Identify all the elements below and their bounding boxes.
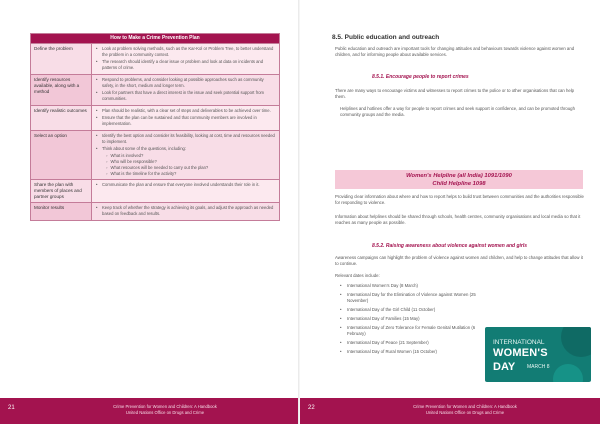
footer-line-2: United Nations Office on Drugs and Crime — [125, 410, 205, 415]
intro-paragraph: Public education and outreach are important tools for changing attitudes and behaviours towards violence against women and children, and for informing people about available services. — [335, 46, 575, 57]
step-label: Monitor results — [31, 203, 91, 220]
bullet-icon: • — [340, 292, 342, 297]
bullet-text: Communicate the plan and ensure that everyone involved understands their role in it. — [102, 182, 260, 187]
list-item — [340, 283, 490, 289]
step-label: Select an option — [31, 131, 91, 179]
bullet-item — [96, 205, 275, 217]
bullet-icon: • — [96, 46, 98, 51]
step-details — [91, 203, 279, 220]
paragraph-5: Awareness campaigns can highlight the problem of violence against women and children, and help to change attitudes that allow it to continue. — [335, 255, 583, 266]
sub-bullet-text: Who will be responsible? — [110, 159, 157, 164]
sub-bullet-text: What is involved? — [110, 153, 144, 158]
list-item — [340, 316, 490, 322]
women-helpline: Women's Helpline (all India) 1091/1090 — [406, 173, 512, 179]
right-footer — [300, 398, 600, 424]
crime-prevention-plan-table — [30, 33, 280, 221]
bullet-icon: • — [340, 307, 342, 312]
paragraph-4: Information about helplines should be shared through schools, health centres, community organisations and local media so that it reaches as many people as possible. — [335, 214, 581, 225]
circle-bullet-icon: ◦ — [106, 171, 108, 176]
bullet-icon: • — [96, 108, 98, 113]
bullet-icon: • — [96, 115, 98, 120]
table-row — [31, 130, 279, 179]
step-label: Define the problem — [31, 44, 91, 74]
dates-list — [340, 283, 490, 358]
bullet-item — [96, 46, 275, 58]
list-item — [340, 292, 490, 304]
list-item-text: International Day of the Girl Child (11 October) — [347, 307, 436, 312]
step-label: Share the plan with members of places and partner groups — [31, 180, 91, 202]
footer-line-1: Crime Prevention for Women and Children: A Handbook — [413, 404, 517, 409]
bullet-item — [96, 77, 275, 89]
bullet-icon: • — [340, 316, 342, 321]
bullet-item — [96, 146, 275, 152]
bullet-icon: • — [96, 59, 98, 64]
circle-bullet-icon: ◦ — [106, 159, 108, 164]
bullet-icon: • — [96, 205, 98, 210]
badge-line-3: DAY — [493, 361, 516, 373]
circle-bullet-icon: ◦ — [106, 165, 108, 170]
child-helpline: Child Helpline 1098 — [432, 181, 486, 187]
footer-line-2: United Nations Office on Drugs and Crime — [425, 410, 505, 415]
badge-line-1: INTERNATIONAL — [493, 339, 545, 346]
decor-circle — [553, 364, 583, 382]
paragraph-2: Helplines and hotlines offer a way for people to report crimes and seek support in confidence, and can be promoted through community groups and the media. — [340, 106, 575, 117]
list-item — [340, 349, 490, 355]
subheading-awareness: 8.5.2. Raising awareness about violence against women and girls — [372, 243, 528, 249]
womens-day-image — [485, 327, 591, 382]
section-heading: 8.5. Public education and outreach — [332, 34, 440, 41]
bullet-text: Identify the best option and consider its feasibility, looking at cost, time and resources needed to implement. — [102, 133, 275, 144]
sub-bullet-item — [96, 171, 275, 177]
bullet-item — [96, 115, 275, 127]
list-item-text: International Day for the Elimination of Violence against Women (25 November) — [347, 292, 476, 303]
list-item-text: International Day of Rural Women (15 October) — [347, 349, 437, 354]
list-intro: Relevant dates include: — [335, 273, 380, 278]
bullet-icon: • — [96, 77, 98, 82]
footer-text — [60, 404, 270, 416]
table-row — [31, 43, 279, 74]
step-details — [91, 106, 279, 130]
bullet-icon: • — [96, 90, 98, 95]
circle-bullet-icon: ◦ — [106, 153, 108, 158]
bullet-icon: • — [96, 146, 98, 151]
table-title: How to Make a Crime Prevention Plan — [31, 34, 279, 43]
subheading-report: 8.5.1. Encourage people to report crimes — [372, 74, 469, 80]
list-item-text: International Day of Peace (21 September) — [347, 340, 429, 345]
bullet-text: Plan should be realistic, with a clear set of steps and deliverables to be achieved over time. — [102, 108, 271, 113]
step-details — [91, 75, 279, 105]
step-details — [91, 131, 279, 179]
bullet-text: The research should identify a clear issue or problem and look at data on incidents and patterns of crime. — [102, 59, 264, 70]
sub-bullet-text: What resources will be needed to carry out the plan? — [110, 165, 209, 170]
page-number: 21 — [8, 405, 15, 411]
step-details — [91, 44, 279, 74]
step-label: Identify realistic outcomes — [31, 106, 91, 130]
bullet-icon: • — [340, 349, 342, 354]
page-number: 22 — [308, 405, 315, 411]
bullet-text: Ensure that the plan can be sustained and that community members are involved in implementation. — [102, 115, 257, 126]
badge-line-4: MARCH 8 — [527, 364, 550, 370]
badge-line-2: WOMEN'S — [493, 347, 548, 359]
decor-circle — [561, 327, 591, 357]
bullet-item — [96, 108, 275, 114]
bullet-item — [96, 90, 275, 102]
bullet-item — [96, 182, 275, 188]
step-label: Identify resources available, along with a method — [31, 75, 91, 105]
list-item — [340, 325, 490, 337]
bullet-icon: • — [96, 182, 98, 187]
bullet-item — [96, 59, 275, 71]
bullet-icon: • — [340, 283, 342, 288]
bullet-text: Keep track of whether the strategy is achieving its goals, and adjust the approach as needed based on feedback and results. — [102, 205, 274, 216]
list-item-text: International Day of Zero Tolerance for Female Genital Mutilation (6 February) — [347, 325, 476, 336]
left-footer — [0, 398, 300, 424]
paragraph-3: Providing clear information about where and how to report helps to build trust between communities and the authorities responsible for responding to violence. — [335, 194, 584, 205]
bullet-text: Look at problem solving methods, such as the Kar-Kol or Problem Tree, to better understand the problem in a community context. — [102, 46, 274, 57]
step-details — [91, 180, 279, 202]
table-row — [31, 105, 279, 130]
table-row — [31, 179, 279, 202]
bullet-item — [96, 133, 275, 145]
bullet-text: Look for partners that have a direct interest in the issue and seek potential support from communities. — [102, 90, 265, 101]
footer-text — [360, 404, 570, 416]
bullet-icon: • — [340, 340, 342, 345]
list-item — [340, 307, 490, 313]
list-item-text: International Day of Families (15 May) — [347, 316, 420, 321]
paragraph-1: There are many ways to encourage victims and witnesses to report crimes to the police or to other organisations that can help them. — [335, 88, 575, 99]
list-item-text: International Women's Day (8 March) — [347, 283, 418, 288]
helpline-box — [335, 170, 583, 189]
list-item — [340, 340, 490, 346]
bullet-text: Respond to problems, and consider looking at possible approaches such as community safety, in the short, medium and longer term. — [102, 77, 264, 88]
sub-bullet-text: What is the timeline for the activity? — [110, 171, 177, 176]
bullet-icon: • — [340, 325, 342, 330]
table-row — [31, 202, 279, 220]
bullet-text: Think about some of the questions, including: — [102, 146, 187, 151]
table-row — [31, 74, 279, 105]
footer-line-1: Crime Prevention for Women and Children: A Handbook — [113, 404, 217, 409]
bullet-icon: • — [96, 133, 98, 138]
